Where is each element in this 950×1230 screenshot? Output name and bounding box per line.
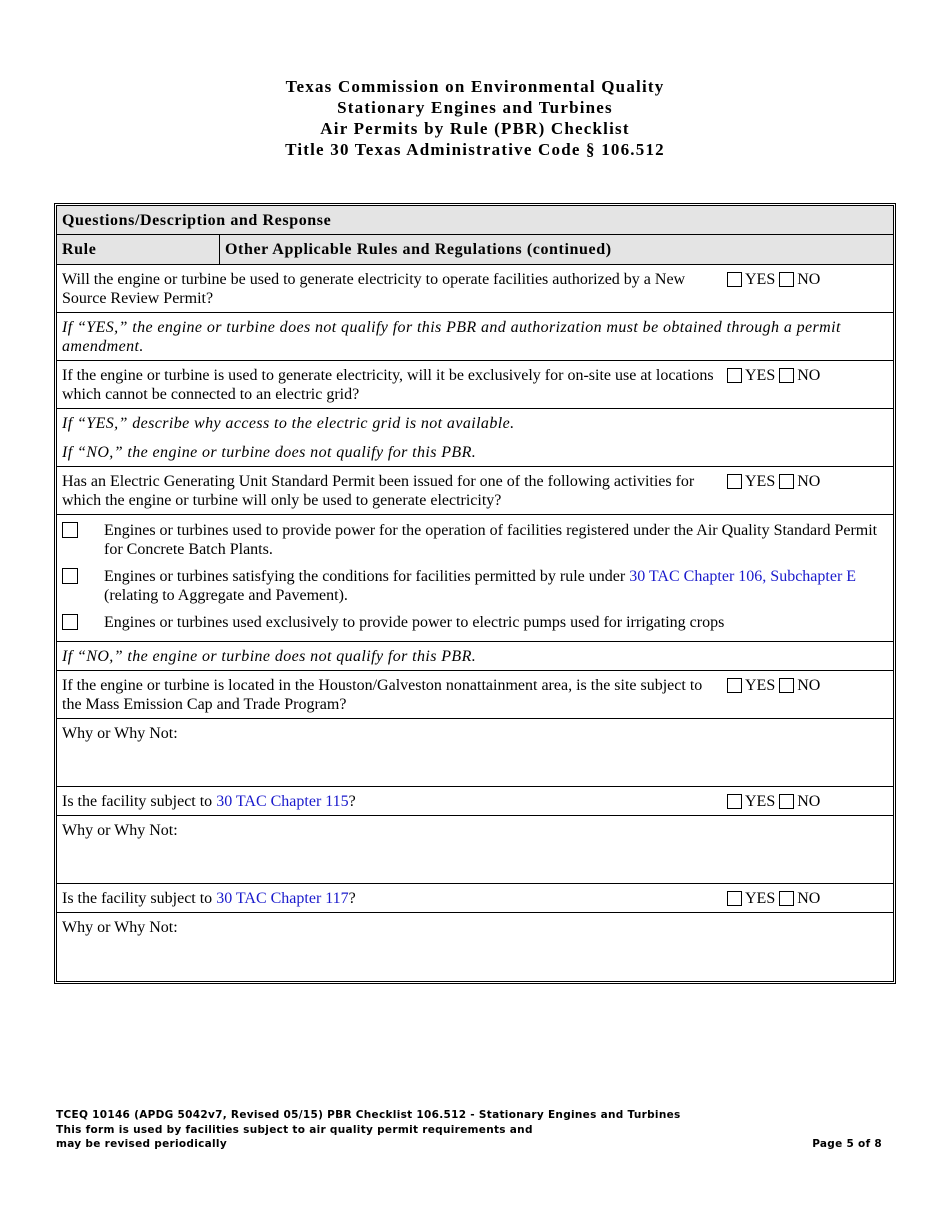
notes-grid-access xyxy=(57,409,893,467)
no-checkbox[interactable] xyxy=(779,368,794,383)
option-text xyxy=(104,567,888,605)
question-text-post: ? xyxy=(348,890,356,907)
footer-note-1: This form is used by facilities subject to air quality permit requirements and xyxy=(56,1123,533,1136)
question-text-post: ? xyxy=(348,793,356,810)
question-text xyxy=(62,792,717,811)
yes-no-group xyxy=(717,676,820,714)
no-checkbox[interactable] xyxy=(779,272,794,287)
question-mass-emission-cap xyxy=(57,671,893,719)
why-label: Why or Why Not: xyxy=(62,919,178,936)
document-footer xyxy=(56,1108,882,1152)
checklist-table xyxy=(54,203,896,984)
note-yes-grid: If “YES,” describe why access to the electric grid is not available. xyxy=(57,409,893,438)
no-label: NO xyxy=(797,271,821,288)
yes-checkbox[interactable] xyxy=(727,678,742,693)
yes-no-group xyxy=(717,889,820,908)
option-text-pre: Engines or turbines satisfying the conditions for facilities permitted by rule under xyxy=(104,568,630,585)
yes-checkbox[interactable] xyxy=(727,272,742,287)
question-chapter-117 xyxy=(57,884,893,913)
yes-label: YES xyxy=(745,677,776,694)
option-text: Engines or turbines used exclusively to provide power to electric pumps used for irrigating crops xyxy=(104,614,725,631)
no-checkbox[interactable] xyxy=(779,794,794,809)
yes-label: YES xyxy=(745,367,776,384)
yes-no-group xyxy=(717,792,820,811)
question-text: Has an Electric Generating Unit Standard Permit been issued for one of the following activities for which the engine or turbine will only be used to generate electricity? xyxy=(62,473,695,509)
option-checkbox[interactable] xyxy=(62,614,78,630)
rule-column-header: Rule xyxy=(57,235,220,264)
option-aggregate-pavement xyxy=(57,563,893,609)
footer-note-2: may be revised periodically xyxy=(56,1138,227,1150)
section-header: Questions/Description and Response xyxy=(57,206,893,235)
no-label: NO xyxy=(797,793,821,810)
no-label: NO xyxy=(797,677,821,694)
no-label: NO xyxy=(797,473,821,490)
chapter-115-link[interactable]: 30 TAC Chapter 115 xyxy=(216,793,349,810)
yes-checkbox[interactable] xyxy=(727,794,742,809)
question-text-pre: Is the facility subject to xyxy=(62,890,217,907)
option-checkbox[interactable] xyxy=(62,568,78,584)
yes-checkbox[interactable] xyxy=(727,474,742,489)
yes-no-group xyxy=(717,366,820,404)
yes-label: YES xyxy=(745,793,776,810)
column-header-row xyxy=(57,235,893,265)
no-label: NO xyxy=(797,367,821,384)
why-label: Why or Why Not: xyxy=(62,725,178,742)
why-label: Why or Why Not: xyxy=(62,822,178,839)
yes-checkbox[interactable] xyxy=(727,368,742,383)
question-text xyxy=(62,889,717,908)
code-title: Title 30 Texas Administrative Code § 106.512 xyxy=(285,140,665,159)
checklist-title: Air Permits by Rule (PBR) Checklist xyxy=(320,119,630,138)
document-header xyxy=(0,76,950,160)
option-text: Engines or turbines used to provide power for the operation of facilities registered under the Air Quality Standard Permit for Concrete Batch Plants. xyxy=(104,522,878,558)
question-nsr-electricity xyxy=(57,265,893,313)
question-text: If the engine or turbine is used to generate electricity, will it be exclusively for on-site use at locations which cannot be connected to an electric grid? xyxy=(62,367,714,403)
rules-column-header: Other Applicable Rules and Regulations (continued) xyxy=(225,241,612,258)
page-number: Page 5 of 8 xyxy=(812,1138,882,1150)
no-checkbox[interactable] xyxy=(779,891,794,906)
option-text-post: (relating to Aggregate and Pavement). xyxy=(104,587,348,604)
why-field-chapter-117[interactable] xyxy=(57,913,893,981)
chapter-106-link[interactable]: 30 TAC Chapter 106, Subchapter E xyxy=(629,568,857,585)
note-no-grid: If “NO,” the engine or turbine does not qualify for this PBR. xyxy=(62,444,477,461)
note-no-egu: If “NO,” the engine or turbine does not qualify for this PBR. xyxy=(57,642,893,671)
question-onsite-electricity xyxy=(57,361,893,409)
option-irrigation xyxy=(57,609,893,639)
form-id: TCEQ 10146 (APDG 5042v7, Revised 05/15) PBR Checklist 106.512 - Stationary Engines and Turbines xyxy=(56,1109,681,1121)
option-checkbox[interactable] xyxy=(62,522,78,538)
chapter-117-link[interactable]: 30 TAC Chapter 117 xyxy=(216,890,349,907)
why-field-chapter-115[interactable] xyxy=(57,816,893,884)
yes-label: YES xyxy=(745,473,776,490)
why-field-mecap[interactable] xyxy=(57,719,893,787)
note-yes-permit-amendment: If “YES,” the engine or turbine does not qualify for this PBR and authorization must be obtained through a permit amendment. xyxy=(57,313,893,361)
question-egu-standard-permit xyxy=(57,467,893,515)
no-label: NO xyxy=(797,890,821,907)
yes-checkbox[interactable] xyxy=(727,891,742,906)
question-text: Will the engine or turbine be used to generate electricity to operate facilities authorized by a New Source Review Permit? xyxy=(62,271,686,307)
yes-label: YES xyxy=(745,890,776,907)
agency-title: Texas Commission on Environmental Quality xyxy=(285,77,665,96)
activity-options xyxy=(57,515,893,642)
question-chapter-115 xyxy=(57,787,893,816)
no-checkbox[interactable] xyxy=(779,678,794,693)
no-checkbox[interactable] xyxy=(779,474,794,489)
question-text-pre: Is the facility subject to xyxy=(62,793,217,810)
yes-label: YES xyxy=(745,271,776,288)
yes-no-group xyxy=(717,270,820,308)
question-text: If the engine or turbine is located in the Houston/Galveston nonattainment area, is the site subject to the Mass Emission Cap and Trade Program? xyxy=(62,677,703,713)
category-title: Stationary Engines and Turbines xyxy=(337,98,613,117)
yes-no-group xyxy=(717,472,820,510)
option-concrete-batch xyxy=(57,517,893,563)
